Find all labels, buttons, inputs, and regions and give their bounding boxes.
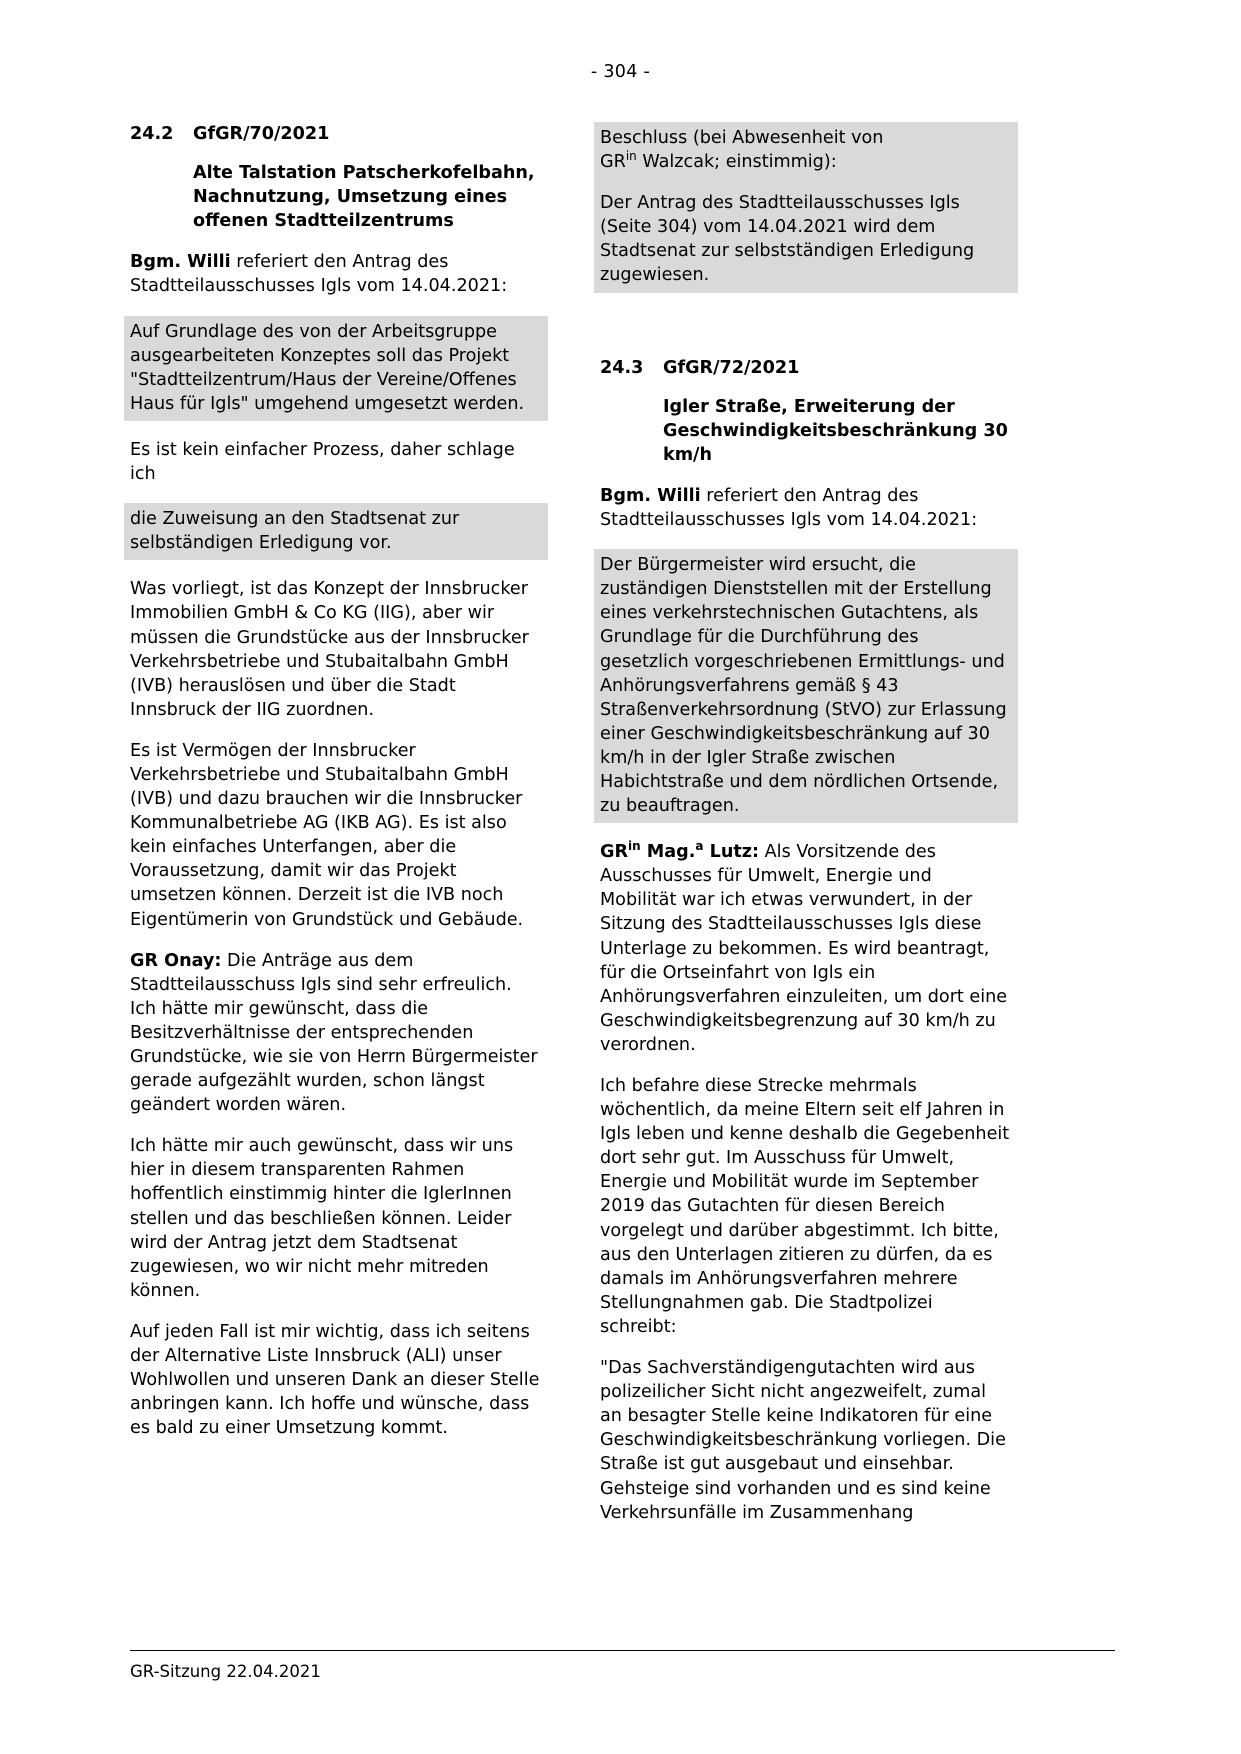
- paragraph-text: Die Anträge aus dem Stadtteilausschuss Igls sind sehr erfreulich. Ich hätte mir gewünscht, dass die Besitzverhältnisse der entsprechenden Grundstücke, wie sie von Herrn Bürgermeister gerade aufgezählt wurden, schon längst geändert worden wären.: [130, 950, 538, 1116]
- agenda-item-title-24-3: Igler Straße, Erweiterung der Geschwindigkeitsbeschränkung 30 km/h: [663, 396, 1008, 465]
- paragraph-text: Als Vorsitzende des Ausschusses für Umwelt, Energie und Mobilität war ich etwas verwundert, in der Sitzung des Stadtteilausschusses Igls diese Unterlage zu bekommen. Es wird beantragt, für die Ortseinfahrt von Igls ein Anhörungsverfahren einzuleiten, um dort eine Geschwindigkeitsbegrenzung auf 30 km/h zu verordnen.: [600, 842, 1008, 1055]
- paragraph-gr-onay-1: [130, 949, 542, 1118]
- speaker-mag-superscript: a: [695, 839, 704, 854]
- motion-text-block-1: Auf Grundlage des von der Arbeitsgruppe ausgearbeiteten Konzeptes soll das Projekt "Stadtteilzentrum/Haus der Vereine/Offenes Haus für Igls" umgehend umgesetzt werden.: [124, 316, 548, 421]
- speaker-name: Bgm. Willi: [130, 252, 231, 273]
- agenda-item-code: GfGR/72/2021: [663, 357, 800, 378]
- two-column-body: [130, 122, 1115, 1542]
- speaker-mag-prefix: Mag.: [640, 842, 696, 863]
- left-column: [130, 122, 542, 1542]
- resolution-header-line2: [600, 150, 1012, 174]
- paragraph-text: referiert den Antrag des Stadtteilausschusses Igls vom 14.04.2021:: [130, 252, 508, 297]
- section-spacer: [600, 310, 1012, 356]
- paragraph-text: referiert den Antrag des Stadtteilausschusses Igls vom 14.04.2021:: [600, 485, 978, 531]
- resolution-header-line1: Beschluss (bei Abwesenheit von: [600, 128, 884, 148]
- motion-text-block-2: die Zuweisung an den Stadtsenat zur selbständigen Erledigung vor.: [124, 503, 548, 560]
- agenda-item-heading-24-3: [600, 356, 1012, 380]
- resolution-body: Der Antrag des Stadtteilausschusses Igls (Seite 304) vom 14.04.2021 wird dem Stadtsenat zur selbstständigen Erledigung zugewiesen.: [600, 193, 975, 286]
- footer-divider: [130, 1650, 1115, 1651]
- page-number: - 304 -: [590, 62, 651, 82]
- agenda-item-heading-24-2: [130, 122, 542, 146]
- agenda-item-number: 24.3: [600, 357, 644, 378]
- speaker-gr-superscript: in: [628, 839, 641, 854]
- agenda-item-number: 24.2: [130, 124, 174, 144]
- paragraph-quote-stadtpolizei: "Das Sachverständigengutachten wird aus polizeilicher Sicht nicht angezweifelt, zumal an besagter Stelle keine Indikatoren für eine Geschwindigkeitsbeschränkung vorliegen. Die Straße ist gut ausgebaut und einsehbar. Gehsteige sind vorhanden und es sind keine Verkehrsunfälle im Zusammenhang: [600, 1358, 1006, 1523]
- resolution-block: [594, 122, 1018, 293]
- paragraph-bgm-willi-intro-2: [600, 484, 1012, 532]
- paragraph-gr-lutz-2: Ich befahre diese Strecke mehrmals wöchentlich, da meine Eltern seit elf Jahren in Igls leben und kenne deshalb die Gegebenheit dort sehr gut. Im Ausschuss für Umwelt, Energie und Mobilität wurde im September 2019 das Gutachten für diesen Bereich vorgelegt und darüber abgestimmt. Ich bitte, aus den Unterlagen zitieren zu dürfen, da es damals im Anhörungsverfahren mehrere Stellungnahmen gab. Die Stadtpolizei schreibt:: [600, 1076, 1010, 1337]
- paragraph-gr-onay-3: Auf jeden Fall ist mir wichtig, dass ich seitens der Alternative Liste Innsbruck (ALI) unser Wohlwollen und unseren Dank an dieser Stelle anbringen kann. Ich hoffe und wünsche, dass es bald zu einer Umsetzung kommt.: [130, 1321, 540, 1439]
- paragraph-bgm-willi-intro: [130, 250, 542, 298]
- speaker-gr-prefix: GR: [600, 842, 628, 863]
- right-column: [600, 122, 1012, 1542]
- speaker-name-lutz: [600, 839, 760, 863]
- paragraph-gr-onay-2: Ich hätte mir auch gewünscht, dass wir uns hier in diesem transparenten Rahmen hoffentlich einstimmig hinter die IglerInnen stellen und das beschließen können. Leider wird der Antrag jetzt dem Stadtsenat zugewiesen, wo wir nicht mehr mitreden können.: [130, 1136, 514, 1301]
- speaker-name: Bgm. Willi: [600, 485, 701, 506]
- resolution-gr-rest: Walzcak; einstimmig):: [636, 152, 837, 173]
- agenda-item-title-24-2: Alte Talstation Patscherkofelbahn, Nachnutzung, Umsetzung eines offenen Stadtteilzentrums: [193, 163, 535, 232]
- agenda-item-code: GfGR/70/2021: [193, 124, 330, 144]
- footer-label: GR-Sitzung 22.04.2021: [130, 1662, 321, 1681]
- paragraph-gr-lutz-1: [600, 840, 1012, 1057]
- resolution-gr-superscript: in: [625, 149, 637, 164]
- paragraph-process: Es ist kein einfacher Prozess, daher schlage ich: [130, 439, 515, 485]
- paragraph-konzept-iig: Was vorliegt, ist das Konzept der Innsbrucker Immobilien GmbH & Co KG (IIG), aber wir müssen die Grundstücke aus der Innsbrucker Verkehrsbetriebe und Stubaitalbahn GmbH (IVB) herauslösen und über die Stadt Innsbruck der IIG zuordnen.: [130, 579, 529, 720]
- paragraph-vermoegen-ivb: Es ist Vermögen der Innsbrucker Verkehrsbetriebe und Stubaitalbahn GmbH (IVB) und dazu brauchen wir die Innsbrucker Kommunalbetriebe AG (IKB AG). Es ist also kein einfaches Unterfangen, aber die Voraussetzung, damit wir das Projekt umsetzen können. Derzeit ist die IVB noch Eigentümerin von Grundstück und Gebäude.: [130, 740, 524, 930]
- motion-text-block-3: Der Bürgermeister wird ersucht, die zuständigen Dienststellen mit der Erstellung eines verkehrstechnischen Gutachtens, als Grundlage für die Durchführung des gesetzlich vorgeschriebenen Ermittlungs- und Anhörungsverfahrens gemäß § 43 Straßenverkehrsordnung (StVO) zur Erlassung einer Geschwindigkeitsbeschränkung auf 30 km/h in der Igler Straße zwischen Habichtstraße und dem nördlichen Ortsende, zu beauftragen.: [594, 549, 1018, 823]
- speaker-lastname: Lutz:: [703, 842, 760, 863]
- resolution-gr-prefix: GR: [600, 152, 626, 173]
- speaker-name-onay: GR Onay:: [130, 950, 222, 971]
